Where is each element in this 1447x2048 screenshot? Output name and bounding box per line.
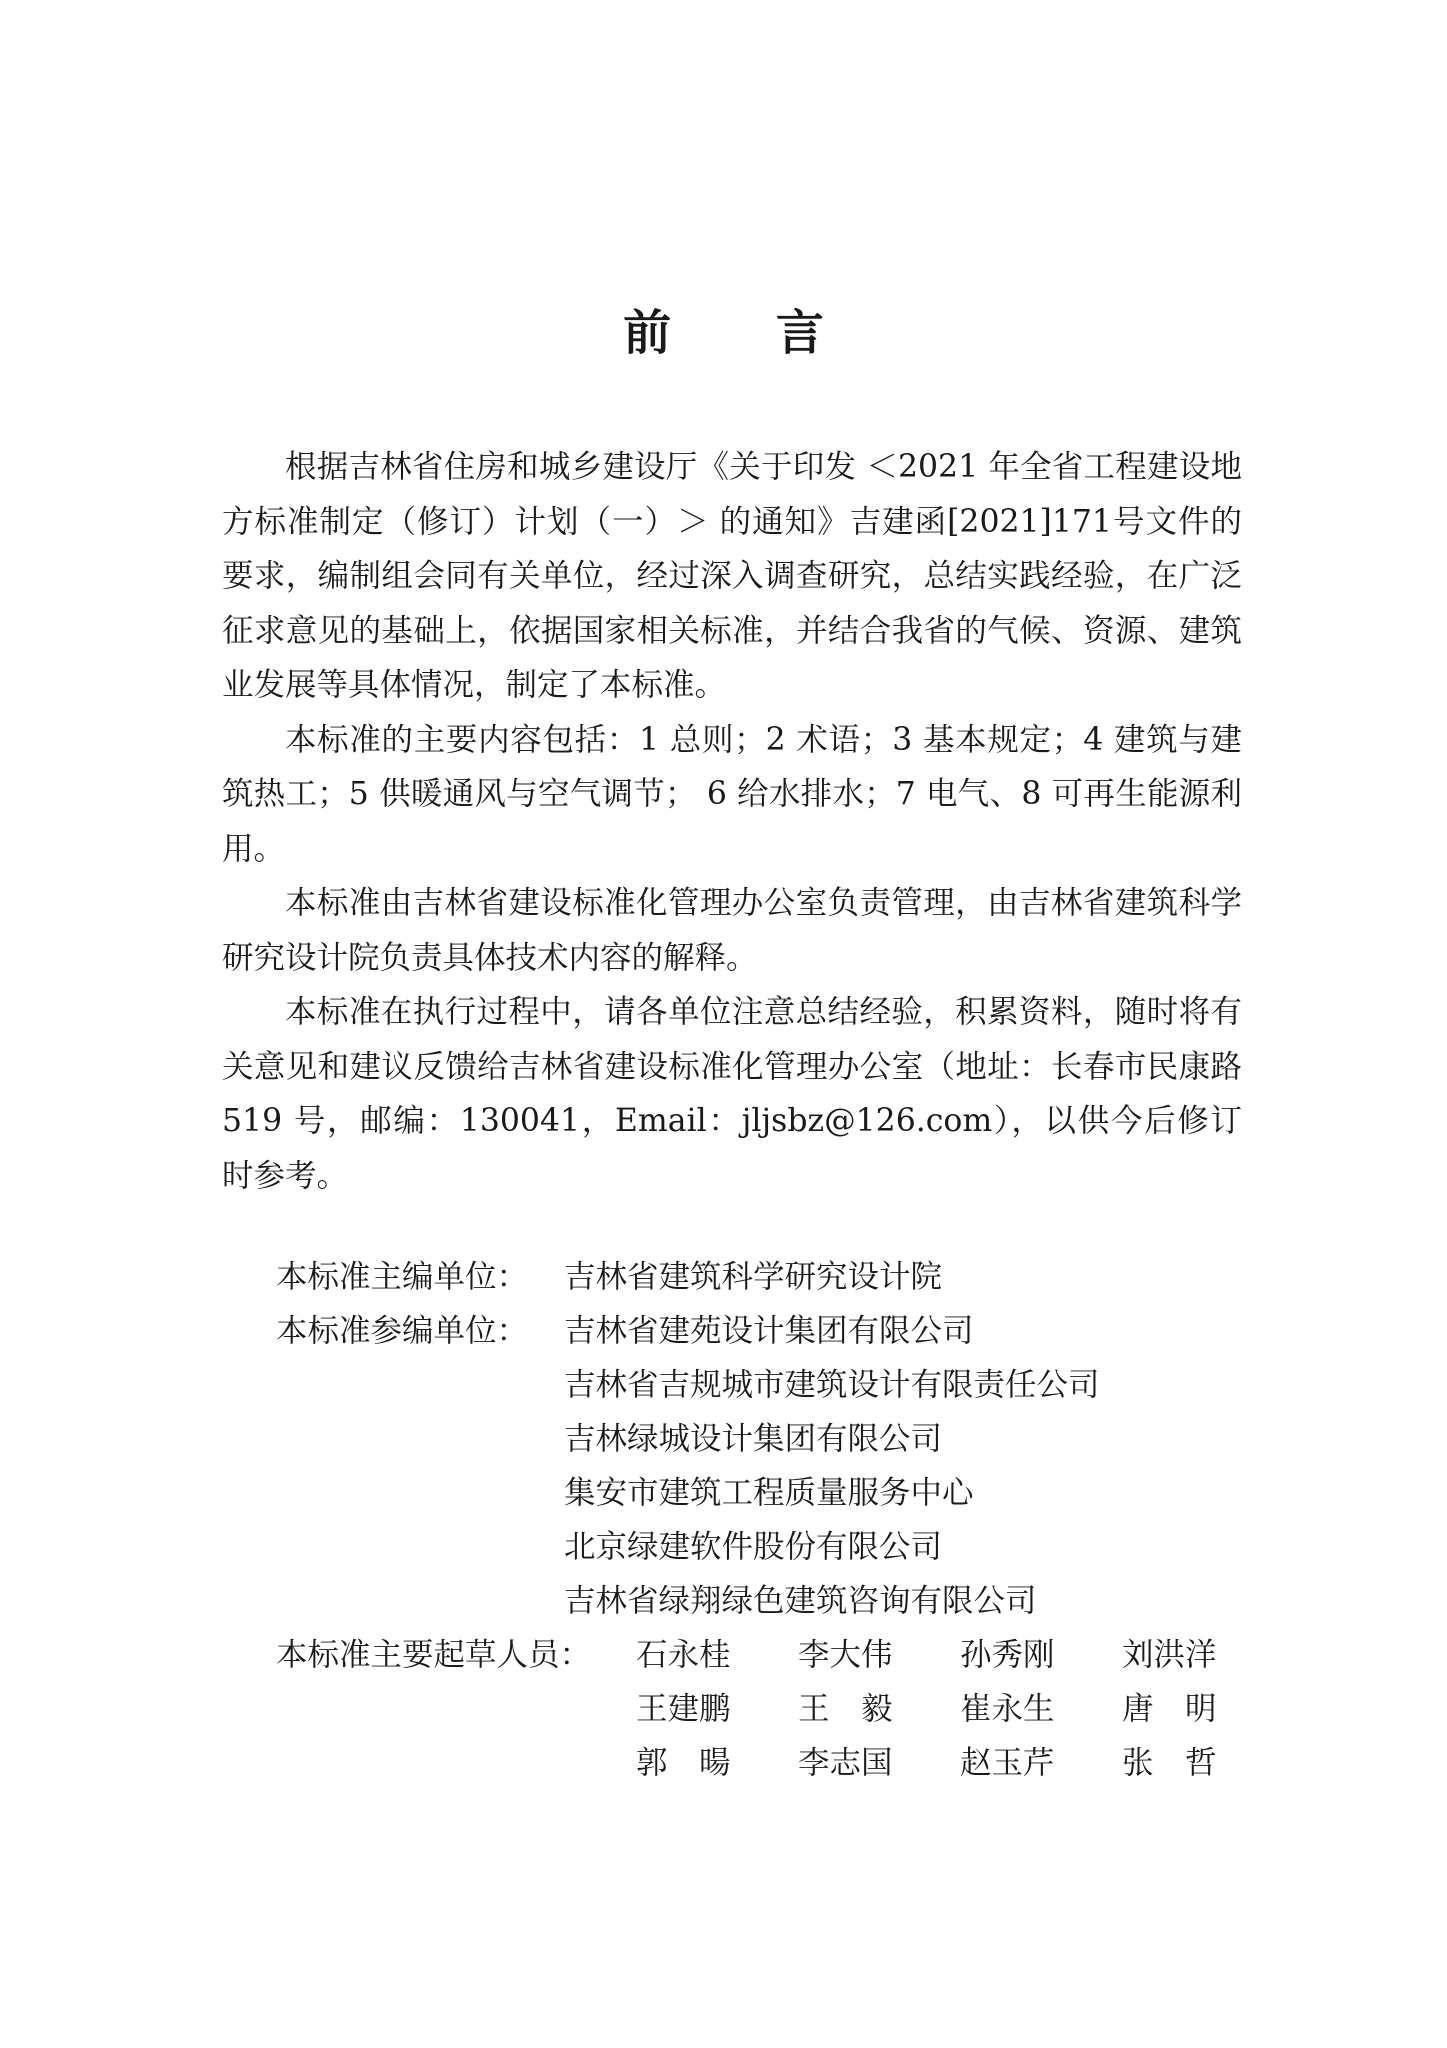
paragraph-contents: 本标准的主要内容包括：1 总则；2 术语；3 基本规定；4 建筑与建筑热工；5 供暖通风与空气调节； 6 给水排水；7 电气、8 可再生能源利用。 <box>222 721 1242 867</box>
participating-unit: 吉林绿城设计集团有限公司 <box>564 1421 943 1457</box>
participating-unit: 吉林省吉规城市建筑设计有限责任公司 <box>564 1367 1100 1403</box>
foreword-body <box>222 440 1242 1203</box>
drafter-name: 王 毅 <box>798 1691 893 1727</box>
paragraph-feedback: 本标准在执行过程中，请各单位注意总结经验，积累资料，随时将有关意见和建议反馈给吉林省建设标准化管理办公室（地址：长春市民康路 519 号，邮编：130041，Email：jljsbz@126.com），以供今后修订时参考。 <box>222 994 1242 1194</box>
drafter-name: 赵玉芹 <box>960 1745 1055 1781</box>
participating-unit: 集安市建筑工程质量服务中心 <box>564 1475 974 1511</box>
paragraph-basis: 根据吉林省住房和城乡建设厅《关于印发 ＜2021 年全省工程建设地方标准制定（修订）计划（一）＞ 的通知》吉建函[2021]171号文件的要求，编制组会同有关单位，经过深入调查研究，总结实践经验，在广泛征求意见的基础上，依据国家相关标准，并结合我省的气候、资源、建筑业发展等具体情况，制定了本标准。 <box>222 449 1242 703</box>
participating-unit: 吉林省建苑设计集团有限公司 <box>564 1313 974 1349</box>
drafters-label: 本标准主要起草人员： <box>276 1637 592 1673</box>
drafter-name: 石永桂 <box>636 1637 731 1673</box>
drafter-name: 李志国 <box>798 1745 893 1781</box>
paragraph-management: 本标准由吉林省建设标准化管理办公室负责管理，由吉林省建筑科学研究设计院负责具体技术内容的解释。 <box>222 885 1242 976</box>
participating-unit: 北京绿建软件股份有限公司 <box>564 1529 943 1565</box>
participating-units-label: 本标准参编单位： <box>276 1313 529 1349</box>
chief-unit-row <box>276 1250 1256 1304</box>
chief-unit-name: 吉林省建筑科学研究设计院 <box>564 1259 943 1295</box>
participating-units-row <box>276 1304 1256 1628</box>
drafter-name: 李大伟 <box>798 1637 893 1673</box>
drafter-name: 孙秀刚 <box>960 1637 1055 1673</box>
page-title: 前 言 <box>623 305 868 361</box>
drafters-grid <box>636 1628 1242 1790</box>
drafter-name: 刘洪洋 <box>1122 1637 1217 1673</box>
credits-section <box>276 1250 1256 1790</box>
drafter-name: 郭 暘 <box>636 1745 731 1781</box>
drafter-name: 王建鹏 <box>636 1691 731 1727</box>
participating-unit: 吉林省绿翔绿色建筑咨询有限公司 <box>564 1583 1037 1619</box>
drafters-row <box>276 1628 1256 1790</box>
drafter-name: 张 哲 <box>1122 1745 1217 1781</box>
participating-units-list <box>564 1304 1100 1628</box>
chief-unit-label: 本标准主编单位： <box>276 1259 529 1295</box>
drafter-name: 唐 明 <box>1122 1691 1217 1727</box>
drafter-name: 崔永生 <box>960 1691 1055 1727</box>
